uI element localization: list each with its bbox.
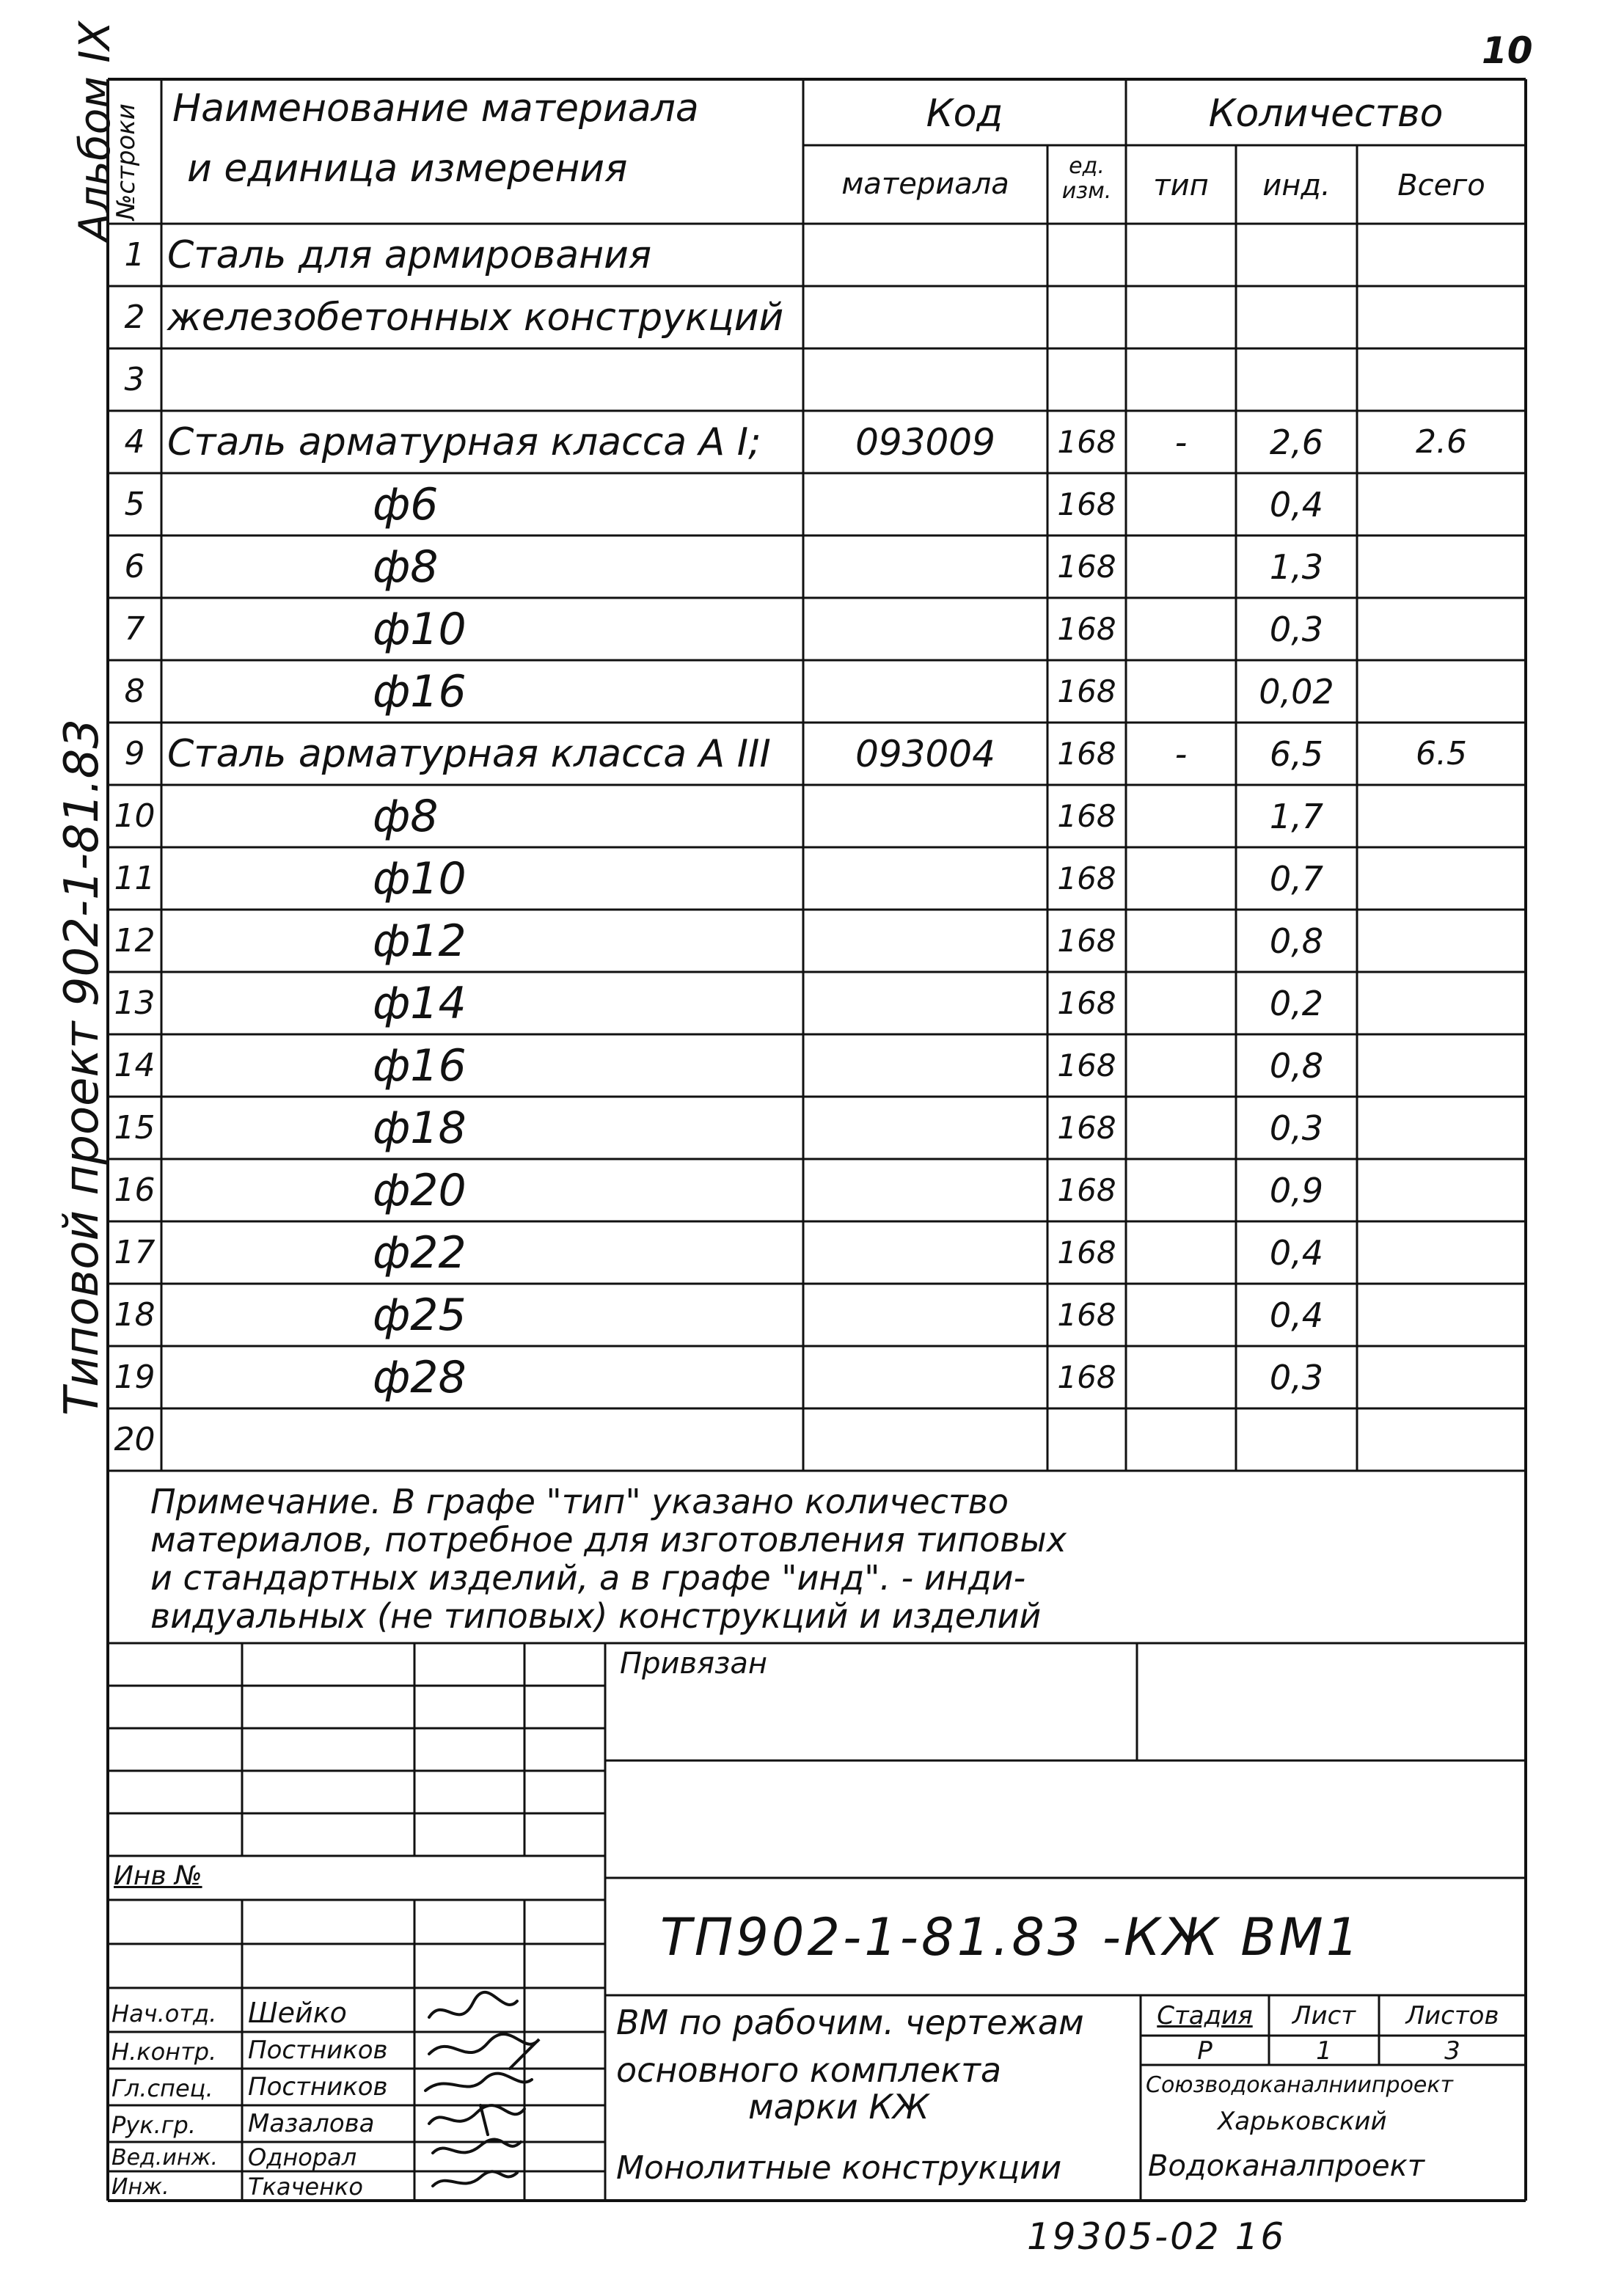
desc-line3: марки КЖ xyxy=(748,2087,929,2127)
sheet-value: 1 xyxy=(1316,2036,1332,2066)
material-name: Сталь арматурная класса А III xyxy=(167,731,771,776)
material-name: железобетонных конструкций xyxy=(167,295,784,340)
qty-total xyxy=(1357,473,1526,535)
material-code xyxy=(803,1159,1047,1221)
header-name-line2: и единица измерения xyxy=(187,147,628,191)
row-number: 1 xyxy=(124,236,145,274)
material-name: ф8 xyxy=(373,541,439,593)
note-line1: Примечание. В графе "тип" указано количество xyxy=(150,1482,1009,1521)
row-number: 4 xyxy=(124,423,145,461)
sheets-value: 3 xyxy=(1444,2036,1460,2066)
row-number: 5 xyxy=(124,486,145,523)
unit-code: 168 xyxy=(1057,985,1116,1021)
header-code: Код xyxy=(926,92,1003,136)
qty-total xyxy=(1357,1346,1526,1408)
material-name: Сталь арматурная класса А I; xyxy=(167,420,761,464)
unit-code: 168 xyxy=(1057,1297,1116,1333)
material-code xyxy=(803,1221,1047,1284)
qty-ind: 0,4 xyxy=(1269,1232,1324,1273)
material-code xyxy=(803,1408,1047,1471)
unit-code: 168 xyxy=(1057,673,1116,709)
qty-ind: 1,7 xyxy=(1269,796,1324,836)
unit-code: 168 xyxy=(1057,1235,1116,1271)
qty-type xyxy=(1126,660,1236,723)
qty-total xyxy=(1357,1097,1526,1159)
note-line4: видуальных (не типовых) конструкций и изделий xyxy=(150,1596,1042,1636)
material-name: ф14 xyxy=(373,977,467,1029)
row-number: 16 xyxy=(114,1171,156,1209)
inv-no-label: Инв № xyxy=(114,1861,202,1891)
person-role: Вед.инж. xyxy=(111,2145,218,2171)
qty-type: - xyxy=(1174,734,1188,774)
row-number: 13 xyxy=(114,984,156,1022)
header-code-unit: ед. изм. xyxy=(1061,153,1112,204)
material-name: ф10 xyxy=(373,603,467,655)
stage-value: Р xyxy=(1197,2036,1213,2066)
qty-type xyxy=(1126,1159,1236,1221)
qty-type xyxy=(1126,910,1236,972)
sheets-label: Листов xyxy=(1405,2001,1499,2030)
qty-total xyxy=(1357,1034,1526,1097)
qty-total xyxy=(1357,1408,1526,1471)
qty-total: 6.5 xyxy=(1416,735,1467,772)
qty-type xyxy=(1126,224,1236,286)
footer-number: 19305-02 16 xyxy=(1027,2215,1287,2258)
document-code: ТП902-1-81.83 -КЖ ВМ1 xyxy=(660,1907,1362,1967)
person-role: Н.контр. xyxy=(111,2038,217,2066)
material-code xyxy=(803,1284,1047,1346)
material-code xyxy=(803,972,1047,1034)
qty-ind: 0,3 xyxy=(1269,609,1324,649)
qty-total xyxy=(1357,286,1526,348)
qty-ind: 2,6 xyxy=(1269,422,1324,462)
row-number: 14 xyxy=(114,1047,156,1084)
qty-ind: 0,9 xyxy=(1269,1170,1324,1210)
person-name: Ткаченко xyxy=(248,2173,363,2201)
material-code xyxy=(803,473,1047,535)
qty-ind: 0,7 xyxy=(1269,858,1324,899)
qty-ind xyxy=(1236,348,1357,411)
header-q-ind: инд. xyxy=(1262,169,1331,202)
qty-total xyxy=(1357,1159,1526,1221)
person-role: Рук.гр. xyxy=(111,2111,197,2139)
row-number: 9 xyxy=(124,735,145,772)
material-code xyxy=(803,660,1047,723)
qty-type xyxy=(1126,1221,1236,1284)
person-name: Однорал xyxy=(248,2143,357,2171)
row-number: 15 xyxy=(114,1109,156,1147)
unit-code: 168 xyxy=(1057,860,1116,896)
qty-type xyxy=(1126,1034,1236,1097)
qty-total xyxy=(1357,1221,1526,1284)
unit-code: 168 xyxy=(1057,549,1116,585)
material-name: ф20 xyxy=(373,1164,467,1216)
unit-code xyxy=(1047,286,1126,348)
material-code xyxy=(803,910,1047,972)
material-code xyxy=(803,598,1047,660)
material-name: ф8 xyxy=(373,790,439,842)
material-code xyxy=(803,348,1047,411)
qty-type xyxy=(1126,1284,1236,1346)
qty-type xyxy=(1126,598,1236,660)
unit-code: 168 xyxy=(1057,486,1116,522)
row-number: 20 xyxy=(114,1421,156,1458)
row-number: 6 xyxy=(124,548,145,585)
row-number: 7 xyxy=(124,610,145,648)
qty-ind: 0,2 xyxy=(1269,983,1324,1023)
unit-code xyxy=(1047,348,1126,411)
material-code xyxy=(803,535,1047,598)
project-label: Типовой проект 902-1-81.83 xyxy=(55,718,109,1416)
qty-ind xyxy=(1236,286,1357,348)
material-name: ф12 xyxy=(373,915,467,967)
material-name xyxy=(161,1408,803,1471)
signatures xyxy=(414,1988,605,2201)
row-number: 10 xyxy=(114,797,156,835)
unit-code: 168 xyxy=(1057,424,1116,460)
desc-line1: ВМ по рабочим. чертежам xyxy=(616,2003,1084,2042)
header-row-no: №строки xyxy=(111,103,141,220)
material-name: ф18 xyxy=(373,1102,467,1154)
row-number: 2 xyxy=(124,299,145,336)
qty-type xyxy=(1126,847,1236,910)
qty-total xyxy=(1357,785,1526,847)
qty-type xyxy=(1126,1408,1236,1471)
privyazan-label: Привязан xyxy=(620,1647,768,1681)
material-name: ф16 xyxy=(373,1039,467,1092)
material-name: ф16 xyxy=(373,665,467,717)
qty-total xyxy=(1357,1284,1526,1346)
qty-total xyxy=(1357,910,1526,972)
material-name xyxy=(161,348,803,411)
desc-line4: Монолитные конструкции xyxy=(616,2149,1062,2187)
qty-ind: 0,02 xyxy=(1259,671,1334,712)
person-name: Мазалова xyxy=(248,2109,375,2138)
row-number: 17 xyxy=(114,1234,156,1271)
desc-line2: основного комплекта xyxy=(616,2050,1002,2090)
page-number: 10 xyxy=(1482,29,1533,72)
material-name: Сталь для армирования xyxy=(167,233,652,277)
row-number: 18 xyxy=(114,1296,156,1334)
unit-code: 168 xyxy=(1057,923,1116,959)
qty-ind: 1,3 xyxy=(1269,546,1324,587)
material-code: 093009 xyxy=(855,420,995,464)
qty-total xyxy=(1357,348,1526,411)
qty-type xyxy=(1126,286,1236,348)
sheet-label: Лист xyxy=(1292,2001,1356,2030)
qty-ind: 0,8 xyxy=(1269,921,1324,961)
qty-total xyxy=(1357,660,1526,723)
qty-type xyxy=(1126,1346,1236,1408)
person-role: Инж. xyxy=(111,2174,169,2200)
material-code xyxy=(803,286,1047,348)
material-code xyxy=(803,1097,1047,1159)
qty-total xyxy=(1357,535,1526,598)
qty-ind: 6,5 xyxy=(1269,734,1324,774)
material-code: 093004 xyxy=(855,732,995,775)
qty-total xyxy=(1357,847,1526,910)
unit-code xyxy=(1047,224,1126,286)
qty-type: - xyxy=(1174,422,1188,462)
row-number: 3 xyxy=(124,361,145,398)
material-code xyxy=(803,1034,1047,1097)
org-line2: Харьковский xyxy=(1218,2107,1387,2136)
unit-code: 168 xyxy=(1057,798,1116,834)
material-name: ф22 xyxy=(373,1226,467,1279)
unit-code: 168 xyxy=(1057,1110,1116,1146)
person-name: Шейко xyxy=(248,1997,347,2029)
row-number: 8 xyxy=(124,673,145,710)
stage-label: Стадия xyxy=(1157,2001,1253,2030)
qty-type xyxy=(1126,972,1236,1034)
qty-type xyxy=(1126,535,1236,598)
qty-total xyxy=(1357,972,1526,1034)
material-code xyxy=(803,847,1047,910)
qty-ind: 0,4 xyxy=(1269,1295,1324,1335)
unit-code: 168 xyxy=(1057,736,1116,772)
person-role: Нач.отд. xyxy=(111,2000,217,2028)
qty-ind: 0,3 xyxy=(1269,1108,1324,1148)
header-q-type: тип xyxy=(1153,169,1209,202)
row-number: 19 xyxy=(114,1359,156,1396)
qty-ind xyxy=(1236,1408,1357,1471)
header-name-line1: Наименование материала xyxy=(172,87,699,131)
row-number: 12 xyxy=(114,922,156,959)
header-q-total: Всего xyxy=(1397,169,1485,202)
qty-total xyxy=(1357,224,1526,286)
material-code xyxy=(803,785,1047,847)
note-line2: материалов, потребное для изготовления типовых xyxy=(150,1520,1067,1560)
row-number: 11 xyxy=(114,860,156,897)
qty-total: 2.6 xyxy=(1416,423,1467,461)
material-name: ф6 xyxy=(373,478,439,530)
material-code xyxy=(803,224,1047,286)
material-code xyxy=(803,1346,1047,1408)
org-line3: Водоканалпроект xyxy=(1148,2149,1425,2183)
material-name: ф28 xyxy=(373,1351,467,1403)
person-role: Гл.спец. xyxy=(111,2074,213,2102)
material-name: ф10 xyxy=(373,852,467,904)
header-code-material: материала xyxy=(841,167,1009,201)
unit-code: 168 xyxy=(1057,1359,1116,1395)
album-label: Альбом IX xyxy=(70,21,120,242)
qty-ind: 0,8 xyxy=(1269,1045,1324,1086)
qty-type xyxy=(1126,1097,1236,1159)
qty-ind: 0,3 xyxy=(1269,1357,1324,1397)
qty-ind: 0,4 xyxy=(1269,484,1324,524)
unit-code xyxy=(1047,1408,1126,1471)
org-line1: Союзводоканалниипроект xyxy=(1146,2072,1453,2098)
qty-ind xyxy=(1236,224,1357,286)
qty-type xyxy=(1126,785,1236,847)
unit-code: 168 xyxy=(1057,611,1116,647)
note-line3: и стандартных изделий, а в графе "инд". - инди- xyxy=(150,1558,1026,1598)
unit-code: 168 xyxy=(1057,1048,1116,1083)
material-name: ф25 xyxy=(373,1289,467,1341)
header-quantity: Количество xyxy=(1208,92,1444,136)
person-name: Постников xyxy=(248,2036,388,2065)
unit-code: 168 xyxy=(1057,1172,1116,1208)
qty-type xyxy=(1126,348,1236,411)
qty-total xyxy=(1357,598,1526,660)
person-name: Постников xyxy=(248,2072,388,2102)
qty-type xyxy=(1126,473,1236,535)
